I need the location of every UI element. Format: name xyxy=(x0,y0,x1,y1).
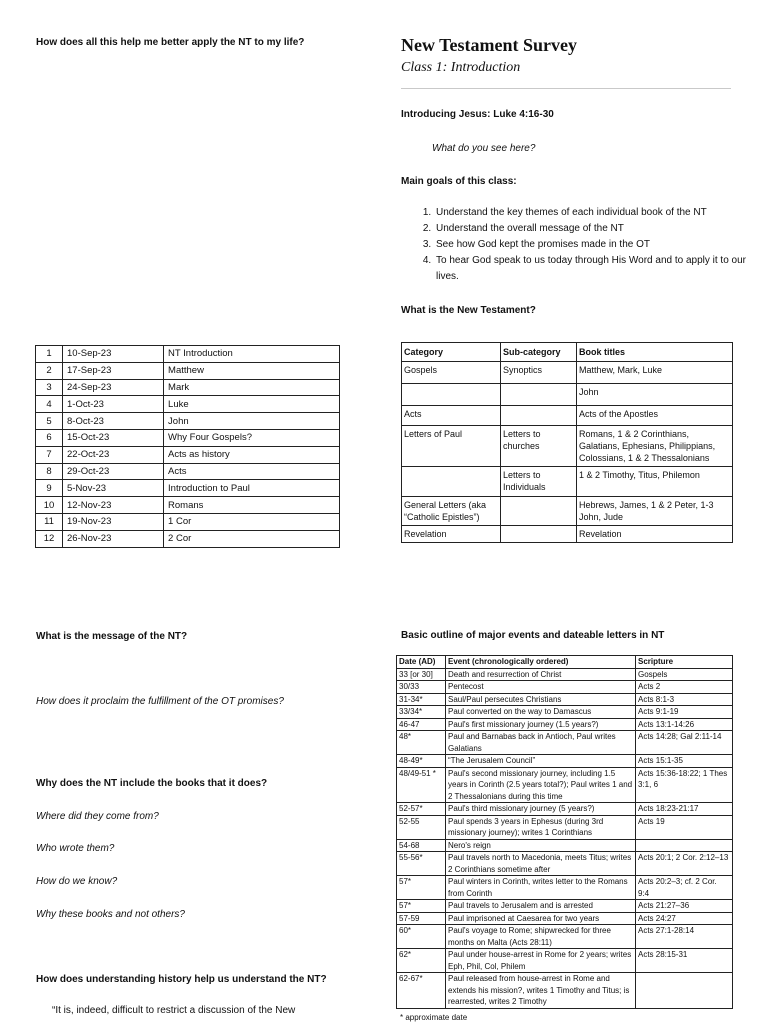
event-date-cell: 46-47 xyxy=(397,718,446,731)
category-cell: Revelation xyxy=(402,526,501,543)
subcategory-cell xyxy=(501,384,577,406)
schedule-number-cell: 5 xyxy=(36,413,63,430)
question-fulfillment: How does it proclaim the fulfillment of the OT promises? xyxy=(36,696,284,707)
subcategory-cell xyxy=(501,497,577,526)
schedule-topic-cell: Romans xyxy=(164,497,340,514)
event-date-cell: 55-56* xyxy=(397,852,446,876)
event-desc-cell: Paul imprisoned at Caesarea for two years xyxy=(446,912,636,925)
schedule-topic-cell: 1 Cor xyxy=(164,513,340,530)
schedule-number-cell: 1 xyxy=(36,346,63,363)
question-apply: How does all this help me better apply the NT to my life? xyxy=(36,37,305,48)
event-date-cell: 57* xyxy=(397,876,446,900)
schedule-date-cell: 10-Sep-23 xyxy=(63,346,164,363)
books-cell: John xyxy=(577,384,733,406)
event-desc-cell: Paul and Barnabas back in Antioch, Paul writes Galatians xyxy=(446,731,636,755)
schedule-row xyxy=(36,413,340,430)
event-scripture-cell: Acts 14:28; Gal 2:11-14 xyxy=(636,731,733,755)
category-cell xyxy=(402,384,501,406)
quote-text: “It is, indeed, difficult to restrict a discussion of the New xyxy=(52,1005,296,1016)
event-date-cell: 48* xyxy=(397,731,446,755)
schedule-number-cell: 10 xyxy=(36,497,63,514)
schedule-topic-cell: Acts xyxy=(164,463,340,480)
event-date-cell: 48-49* xyxy=(397,755,446,768)
page-subtitle: Class 1: Introduction xyxy=(401,60,521,75)
event-row xyxy=(397,706,733,719)
schedule-topic-cell: Acts as history xyxy=(164,446,340,463)
schedule-number-cell: 8 xyxy=(36,463,63,480)
goal-item: 3. See how God kept the promises made in the OT xyxy=(434,237,768,253)
intro-question: What do you see here? xyxy=(432,143,536,154)
event-row xyxy=(397,852,733,876)
books-header: Book titles xyxy=(577,343,733,362)
event-row xyxy=(397,949,733,973)
events-table xyxy=(396,655,733,1009)
books-cell: Romans, 1 & 2 Corinthians, Galatians, Ephesians, Philippians, Colossians, 1 & 2 Thessalonians xyxy=(577,426,733,467)
category-cell: Gospels xyxy=(402,362,501,384)
event-row xyxy=(397,839,733,852)
event-date-cell: 33 [or 30] xyxy=(397,668,446,681)
event-row xyxy=(397,973,733,1009)
event-desc-cell: Pentecost xyxy=(446,681,636,694)
schedule-date-cell: 22-Oct-23 xyxy=(63,446,164,463)
title-divider xyxy=(401,88,731,89)
event-date-cell: 57* xyxy=(397,900,446,913)
books-cell: Matthew, Mark, Luke xyxy=(577,362,733,384)
category-table xyxy=(401,342,733,543)
event-scripture-cell: Acts 19 xyxy=(636,815,733,839)
event-desc-cell: Paul under house-arrest in Rome for 2 years; writes Eph, Phil, Col, Philem xyxy=(446,949,636,973)
event-scripture-cell: Acts 15:1-35 xyxy=(636,755,733,768)
event-row xyxy=(397,755,733,768)
event-scripture-cell: Acts 9:1-19 xyxy=(636,706,733,719)
event-scripture-cell: Acts 21:27–36 xyxy=(636,900,733,913)
schedule-date-cell: 24-Sep-23 xyxy=(63,379,164,396)
schedule-row xyxy=(36,346,340,363)
event-row xyxy=(397,693,733,706)
question-where: Where did they come from? xyxy=(36,811,159,822)
schedule-number-cell: 2 xyxy=(36,362,63,379)
event-row xyxy=(397,912,733,925)
goals-heading: Main goals of this class: xyxy=(401,176,517,187)
books-cell: Acts of the Apostles xyxy=(577,406,733,426)
schedule-date-cell: 5-Nov-23 xyxy=(63,480,164,497)
event-desc-cell: “The Jerusalem Council” xyxy=(446,755,636,768)
event-date-cell: 52-55 xyxy=(397,815,446,839)
books-cell: Hebrews, James, 1 & 2 Peter, 1-3 John, Jude xyxy=(577,497,733,526)
event-row xyxy=(397,876,733,900)
schedule-date-cell: 8-Oct-23 xyxy=(63,413,164,430)
event-desc-cell: Paul spends 3 years in Ephesus (during 3rd missionary journey); writes 1 Corinthians xyxy=(446,815,636,839)
event-row xyxy=(397,718,733,731)
event-scripture-cell: Acts 27:1-28:14 xyxy=(636,925,733,949)
event-desc-cell: Nero's reign xyxy=(446,839,636,852)
schedule-number-cell: 9 xyxy=(36,480,63,497)
event-desc-cell: Paul travels to Jerusalem and is arrested xyxy=(446,900,636,913)
scripture-header: Scripture xyxy=(636,656,733,669)
subcategory-cell: Synoptics xyxy=(501,362,577,384)
event-scripture-cell: Acts 15:36-18:22; 1 Thes 3:1, 6 xyxy=(636,767,733,803)
category-cell: General Letters (aka “Catholic Epistles”) xyxy=(402,497,501,526)
event-desc-cell: Paul travels north to Macedonia, meets Titus; writes 2 Corinthians sometime after xyxy=(446,852,636,876)
schedule-row xyxy=(36,446,340,463)
date-header: Date (AD) xyxy=(397,656,446,669)
event-scripture-cell xyxy=(636,839,733,852)
event-desc-cell: Death and resurrection of Christ xyxy=(446,668,636,681)
schedule-table xyxy=(35,345,340,548)
event-date-cell: 31-34* xyxy=(397,693,446,706)
schedule-number-cell: 6 xyxy=(36,429,63,446)
schedule-number-cell: 4 xyxy=(36,396,63,413)
schedule-topic-cell: NT Introduction xyxy=(164,346,340,363)
event-date-cell: 30/33 xyxy=(397,681,446,694)
schedule-number-cell: 7 xyxy=(36,446,63,463)
event-row xyxy=(397,900,733,913)
schedule-date-cell: 1-Oct-23 xyxy=(63,396,164,413)
schedule-row xyxy=(36,463,340,480)
event-desc-cell: Paul converted on the way to Damascus xyxy=(446,706,636,719)
event-desc-cell: Paul's voyage to Rome; shipwrecked for three months on Malta (Acts 28:11) xyxy=(446,925,636,949)
event-row xyxy=(397,815,733,839)
event-scripture-cell: Acts 18:23-21:17 xyxy=(636,803,733,816)
event-row xyxy=(397,681,733,694)
schedule-date-cell: 17-Sep-23 xyxy=(63,362,164,379)
schedule-topic-cell: Why Four Gospels? xyxy=(164,429,340,446)
event-scripture-cell: Acts 2 xyxy=(636,681,733,694)
schedule-date-cell: 26-Nov-23 xyxy=(63,530,164,547)
event-scripture-cell: Acts 20:2–3; cf. 2 Cor. 9:4 xyxy=(636,876,733,900)
schedule-row xyxy=(36,513,340,530)
schedule-date-cell: 12-Nov-23 xyxy=(63,497,164,514)
event-scripture-cell: Acts 28:15-31 xyxy=(636,949,733,973)
category-cell xyxy=(402,467,501,497)
schedule-topic-cell: Introduction to Paul xyxy=(164,480,340,497)
event-scripture-cell: Acts 24:27 xyxy=(636,912,733,925)
goals-list xyxy=(400,205,768,285)
schedule-row xyxy=(36,480,340,497)
schedule-date-cell: 15-Oct-23 xyxy=(63,429,164,446)
question-who: Who wrote them? xyxy=(36,843,115,854)
event-scripture-cell xyxy=(636,973,733,1009)
schedule-date-cell: 19-Nov-23 xyxy=(63,513,164,530)
event-date-cell: 57-59 xyxy=(397,912,446,925)
schedule-topic-cell: John xyxy=(164,413,340,430)
event-date-cell: 33/34* xyxy=(397,706,446,719)
schedule-topic-cell: Mark xyxy=(164,379,340,396)
books-cell: Revelation xyxy=(577,526,733,543)
schedule-date-cell: 29-Oct-23 xyxy=(63,463,164,480)
event-date-cell: 54-68 xyxy=(397,839,446,852)
schedule-number-cell: 3 xyxy=(36,379,63,396)
event-date-cell: 62* xyxy=(397,949,446,973)
schedule-row xyxy=(36,530,340,547)
event-date-cell: 52-57* xyxy=(397,803,446,816)
event-desc-cell: Paul winters in Corinth, writes letter to the Romans from Corinth xyxy=(446,876,636,900)
schedule-topic-cell: 2 Cor xyxy=(164,530,340,547)
event-scripture-cell: Gospels xyxy=(636,668,733,681)
schedule-row xyxy=(36,362,340,379)
event-desc-cell: Paul released from house-arrest in Rome and extends his mission?, writes 1 Timothy and Titus; is rearrested, writes 2 Timothy xyxy=(446,973,636,1009)
event-desc-cell: Saul/Paul persecutes Christians xyxy=(446,693,636,706)
question-message: What is the message of the NT? xyxy=(36,631,188,642)
event-row xyxy=(397,803,733,816)
schedule-row xyxy=(36,379,340,396)
question-history: How does understanding history help us understand the NT? xyxy=(36,974,327,985)
subcategory-cell xyxy=(501,406,577,426)
question-books: Why does the NT include the books that it does? xyxy=(36,778,268,789)
footnote: * approximate date xyxy=(400,1013,468,1022)
schedule-number-cell: 12 xyxy=(36,530,63,547)
event-desc-cell: Paul's first missionary journey (1.5 years?) xyxy=(446,718,636,731)
schedule-topic-cell: Matthew xyxy=(164,362,340,379)
what-heading: What is the New Testament? xyxy=(401,305,536,316)
question-why: Why these books and not others? xyxy=(36,909,185,920)
goal-item: 4. To hear God speak to us today through His Word and to apply it to our lives. xyxy=(434,253,768,285)
event-row xyxy=(397,731,733,755)
event-date-cell: 48/49-51 * xyxy=(397,767,446,803)
event-row xyxy=(397,925,733,949)
question-how: How do we know? xyxy=(36,876,118,887)
page-title: New Testament Survey xyxy=(401,35,577,55)
event-row xyxy=(397,668,733,681)
event-header: Event (chronologically ordered) xyxy=(446,656,636,669)
event-scripture-cell: Acts 8:1-3 xyxy=(636,693,733,706)
subcategory-header: Sub-category xyxy=(501,343,577,362)
category-cell: Letters of Paul xyxy=(402,426,501,467)
event-row xyxy=(397,767,733,803)
subcategory-cell xyxy=(501,526,577,543)
subcategory-cell: Letters to churches xyxy=(501,426,577,467)
outline-heading: Basic outline of major events and dateable letters in NT xyxy=(401,630,665,641)
schedule-topic-cell: Luke xyxy=(164,396,340,413)
category-cell: Acts xyxy=(402,406,501,426)
category-header: Category xyxy=(402,343,501,362)
intro-heading: Introducing Jesus: Luke 4:16-30 xyxy=(401,109,554,120)
event-scripture-cell: Acts 13:1-14:26 xyxy=(636,718,733,731)
subcategory-cell: Letters to Individuals xyxy=(501,467,577,497)
schedule-row xyxy=(36,396,340,413)
schedule-row xyxy=(36,429,340,446)
event-desc-cell: Paul's third missionary journey (5 years?) xyxy=(446,803,636,816)
goal-item: 1. Understand the key themes of each individual book of the NT xyxy=(434,205,768,221)
event-date-cell: 60* xyxy=(397,925,446,949)
goal-item: 2. Understand the overall message of the NT xyxy=(434,221,768,237)
books-cell: 1 & 2 Timothy, Titus, Philemon xyxy=(577,467,733,497)
event-scripture-cell: Acts 20:1; 2 Cor. 2:12–13 xyxy=(636,852,733,876)
schedule-number-cell: 11 xyxy=(36,513,63,530)
event-desc-cell: Paul's second missionary journey, including 1.5 years in Corinth (2.5 years total?); Paul writes 1 and 2 Thessalonians during this time xyxy=(446,767,636,803)
schedule-row xyxy=(36,497,340,514)
event-date-cell: 62-67* xyxy=(397,973,446,1009)
